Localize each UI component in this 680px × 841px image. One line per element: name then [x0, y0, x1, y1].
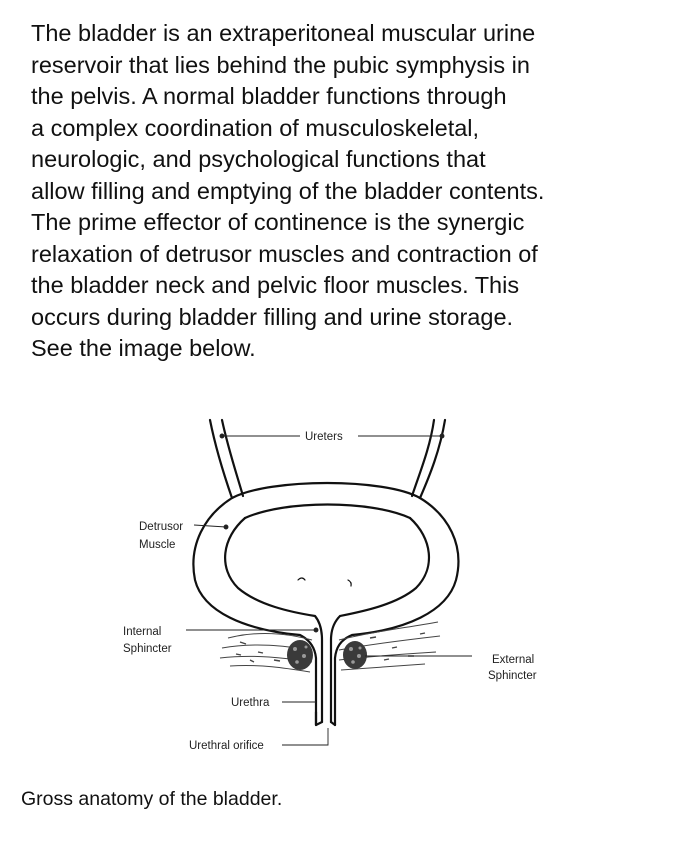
paragraph-line: See the image below.: [31, 335, 256, 361]
paragraph-line: The prime effector of continence is the synergic: [31, 209, 525, 235]
external-sphincter-label-line1: External: [492, 654, 535, 666]
bladder-outline: [193, 420, 458, 725]
leader-lines: [186, 434, 472, 745]
paragraph-line: The bladder is an extraperitoneal muscular urine: [31, 20, 536, 46]
paragraph-line: a complex coordination of musculoskeletal,: [31, 114, 480, 141]
body-paragraph: [31, 18, 671, 365]
figure-caption: Gross anatomy of the bladder.: [21, 788, 283, 810]
urethral-orifice-label: Urethral orifice: [189, 740, 264, 752]
detrusor-label-line2: Muscle: [139, 539, 176, 551]
external-sphincter-blob: [343, 641, 367, 669]
paragraph-line: reservoir that lies behind the pubic symphysis in: [31, 51, 530, 78]
paragraph-line: the bladder neck and pelvic floor muscles. This: [31, 272, 520, 298]
urethra-label: Urethra: [231, 697, 270, 709]
paragraph-line: the pelvis. A normal bladder functions through: [31, 83, 507, 109]
bladder-anatomy-figure: [0, 390, 680, 770]
internal-sphincter-label-line2: Sphincter: [123, 643, 172, 655]
internal-sphincter-blob: [287, 640, 313, 670]
bladder-diagram: [0, 390, 680, 770]
detrusor-label-line1: Detrusor: [139, 521, 184, 533]
internal-sphincter-label-line1: Internal: [123, 626, 162, 638]
paragraph-line: neurologic, and psychological functions that: [31, 146, 486, 172]
paragraph-line: occurs during bladder filling and urine storage.: [31, 303, 514, 330]
ureters-label: Ureters: [305, 431, 343, 443]
external-sphincter-label-line2: Sphincter: [488, 670, 537, 682]
paragraph-line: relaxation of detrusor muscles and contraction of: [31, 240, 538, 267]
paragraph-line: allow filling and emptying of the bladder contents.: [31, 177, 545, 204]
